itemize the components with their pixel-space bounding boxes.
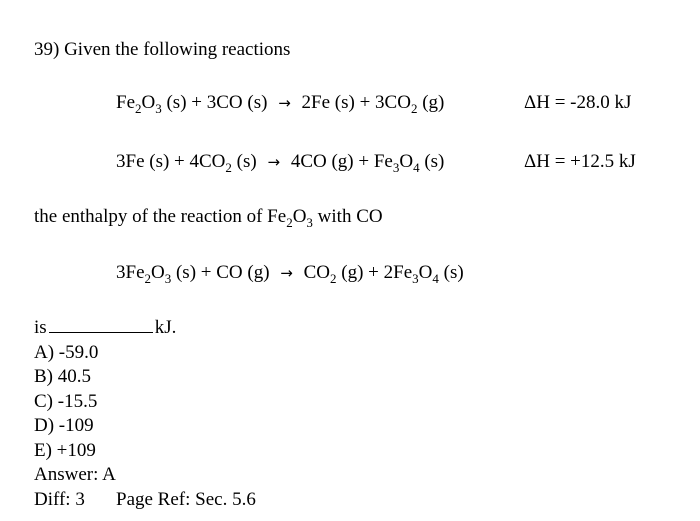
question-prompt: Given the following reactions	[64, 39, 291, 60]
enthalpy-sub: 3	[306, 215, 313, 230]
r1-sub: 2	[135, 101, 142, 116]
enthalpy-text: the enthalpy of the reaction of Fe	[34, 206, 287, 227]
tr-sub: 2	[144, 271, 151, 286]
r1-sub: 2	[410, 101, 418, 116]
tr-sub: 4	[432, 271, 439, 286]
enthalpy-sub: 2	[286, 215, 293, 230]
answer-key: Answer: A	[34, 464, 116, 485]
tr-rhs-mid: (g) + 2Fe	[336, 262, 413, 283]
arrow-icon: →	[267, 153, 281, 171]
answer-blank-line	[34, 318, 176, 337]
choice-e: E) +109	[34, 440, 96, 461]
reaction-1-dh: ΔH = -28.0 kJ	[524, 92, 632, 113]
page-reference: Page Ref: Sec. 5.6	[116, 489, 256, 510]
tr-sub: 2	[330, 271, 337, 286]
tr-o: O	[151, 262, 165, 283]
r1-rhs: 2Fe (s) + 3CO	[301, 92, 411, 113]
question-header	[34, 40, 290, 59]
unit-label: kJ.	[154, 317, 177, 338]
is-label: is	[34, 317, 47, 338]
r2-sub: 4	[413, 160, 420, 175]
r1-o: O	[141, 92, 156, 113]
choice-b: B) 40.5	[34, 366, 91, 387]
reaction-2-dh: ΔH = +12.5 kJ	[524, 151, 636, 172]
choice-d: D) -109	[34, 415, 94, 436]
reaction-2	[116, 151, 445, 175]
reaction-1	[116, 92, 445, 116]
enthalpy-tail: with CO	[312, 206, 383, 227]
r2-sub: 3	[392, 160, 400, 175]
r1-lhs-rest: (s) + 3CO (s)	[161, 92, 268, 113]
target-reaction	[116, 262, 464, 286]
tr-lhs-rest: (s) + CO (g)	[171, 262, 270, 283]
arrow-icon: →	[280, 264, 293, 282]
r1-lhs: Fe	[116, 92, 135, 113]
r2-o: O	[399, 151, 414, 172]
tr-sub: 3	[412, 271, 419, 286]
r2-lhs-rest: (s)	[231, 151, 257, 172]
enthalpy-statement	[34, 206, 383, 230]
tr-o: O	[418, 262, 433, 283]
r1-rhs-rest: (g)	[417, 92, 445, 113]
enthalpy-o: O	[292, 206, 307, 227]
tr-sub: 3	[164, 271, 172, 286]
r2-lhs: 3Fe (s) + 4CO	[116, 151, 226, 172]
tr-rhs-rest: (s)	[438, 262, 464, 283]
arrow-icon: →	[278, 94, 291, 112]
difficulty: Diff: 3	[34, 489, 85, 510]
choice-a: A) -59.0	[34, 342, 99, 363]
answer-blank	[49, 318, 153, 333]
r2-sub: 2	[225, 160, 232, 175]
choice-c: C) -15.5	[34, 391, 98, 412]
question-number: 39)	[34, 39, 60, 60]
tr-rhs-co: CO	[303, 262, 331, 283]
r2-rhs-rest: (s)	[419, 151, 445, 172]
tr-lhs: 3Fe	[116, 262, 145, 283]
r2-rhs: 4CO (g) + Fe	[290, 151, 393, 172]
r1-sub: 3	[155, 101, 162, 116]
